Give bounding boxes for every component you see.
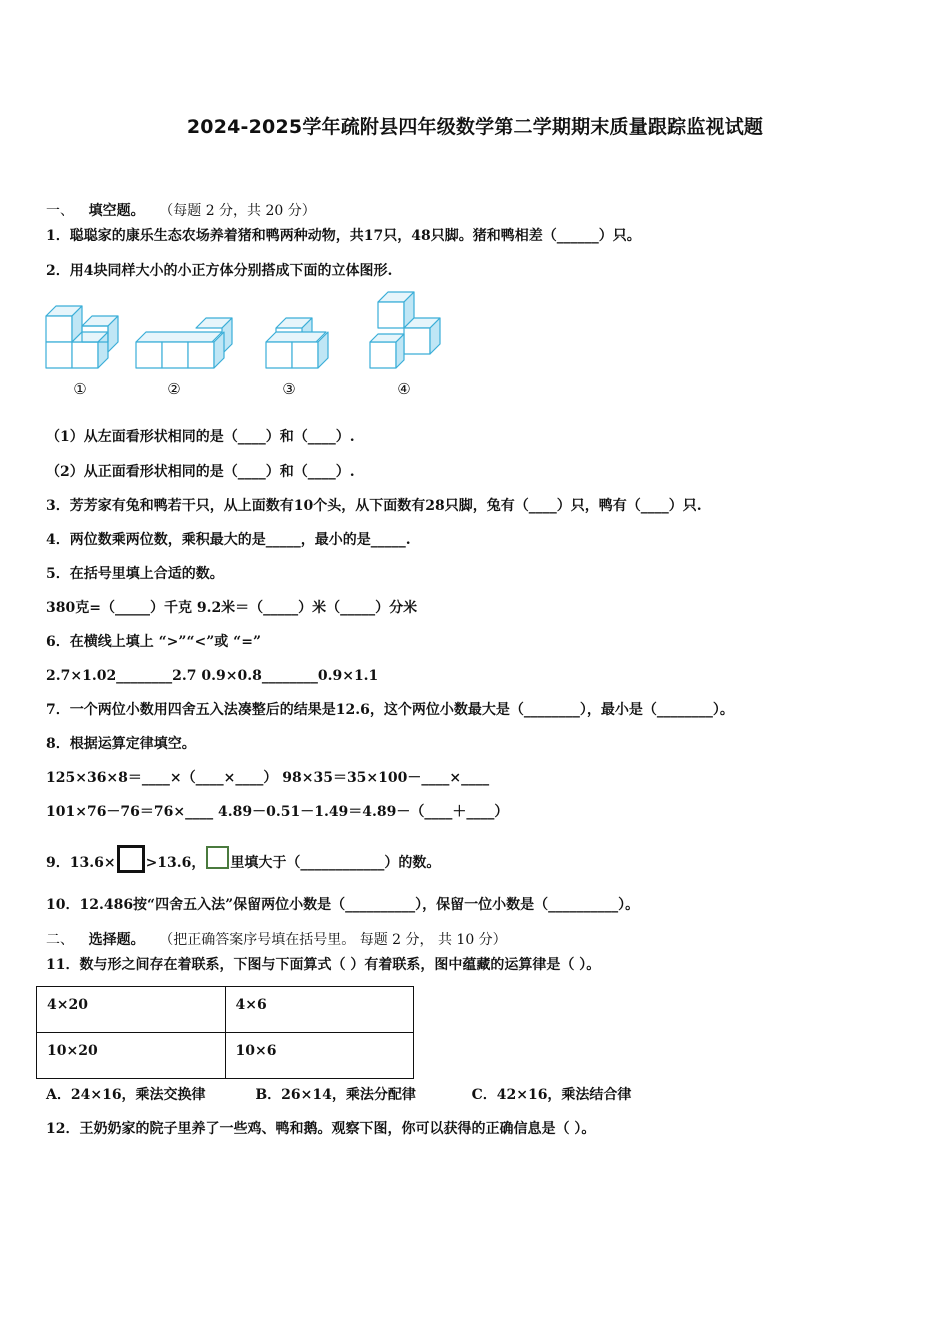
question-5-items: 380克=（_____）千克 9.2米＝（_____）米（_____）分米 [46, 600, 418, 616]
question-6: 6．在横线上填上 “>”“<”或 “=” [46, 634, 261, 650]
option-b: B．26×14，乘法分配律 [255, 1087, 416, 1103]
answer-box-large [117, 845, 145, 873]
section-2-heading [46, 930, 507, 950]
question-9-part-b: >13.6， [145, 855, 206, 871]
table-row [37, 1033, 414, 1079]
question-5: 5．在括号里填上合适的数。 [46, 566, 224, 582]
section-2-num: 二、 [46, 932, 74, 948]
figure-1-cubes [46, 306, 118, 368]
table-cell: 4×20 [37, 987, 226, 1033]
question-8-line-2: 101×76－76＝76×____ 4.89－0.51－1.49＝4.89－（____＋____） [46, 804, 509, 820]
figure-2-label: ② [167, 380, 181, 398]
question-3: 3．芳芳家有兔和鸭若干只，从上面数有10个头，从下面数有28只脚，兔有（____）只，鸭有（____）只. [46, 498, 702, 514]
question-12: 12．王奶奶家的院子里养了一些鸡、鸭和鹅。观察下图，你可以获得的正确信息是（ ）。 [46, 1121, 596, 1137]
question-4: 4．两位数乘两位数，乘积最大的是_____，最小的是_____. [46, 532, 411, 548]
question-11: 11．数与形之间存在着联系，下图与下面算式（ ）有着联系，图中蕴藏的运算律是（ ）。 [46, 957, 601, 973]
table-row [37, 987, 414, 1033]
section-1-num: 一、 [46, 203, 74, 219]
figure-3-label: ③ [282, 380, 296, 398]
question-10: 10．12.486按“四舍五入法”保留两位小数是（__________），保留一位小数是（__________）。 [46, 897, 640, 913]
section-1-heading [46, 201, 316, 221]
page-title: 2024-2025学年疏附县四年级数学第二学期期末质量跟踪监视试题 [186, 116, 764, 138]
question-7: 7．一个两位小数用四舍五入法凑整后的结果是12.6，这个两位小数最大是（________），最小是（________）。 [46, 702, 734, 718]
figure-4-cubes [370, 292, 440, 368]
figure-3-cubes [266, 318, 328, 368]
figure-2-cubes [136, 318, 232, 368]
table-cell: 4×6 [225, 987, 413, 1033]
figure-1-label: ① [73, 380, 87, 398]
question-9-part-c: 里填大于（____________）的数。 [230, 855, 441, 871]
question-2: 2．用4块同样大小的小正方体分别搭成下面的立体图形. [46, 263, 393, 279]
question-8: 8．根据运算定律填空。 [46, 736, 196, 752]
option-c: C．42×16，乘法结合律 [471, 1087, 632, 1103]
section-1-title: 填空题。 [88, 203, 145, 219]
question-1: 1．聪聪家的康乐生态农场养着猪和鸭两种动物，共17只，48只脚。猪和鸭相差（______）只。 [46, 228, 641, 244]
question-9-part-a: 9．13.6× [46, 855, 116, 871]
question-2-part-1: （1）从左面看形状相同的是（____）和（____）. [46, 429, 355, 445]
table-cell: 10×20 [37, 1033, 226, 1079]
question-11-table [36, 986, 414, 1079]
question-2-part-2: （2）从正面看形状相同的是（____）和（____）. [46, 464, 355, 480]
question-9 [46, 845, 440, 873]
question-11-options [46, 1085, 631, 1105]
question-8-line-1: 125×36×8＝____×（____×____） 98×35＝35×100－____×____ [46, 770, 490, 786]
table-cell: 10×6 [225, 1033, 413, 1079]
section-1-note: （每题 2 分，共 20 分） [159, 203, 316, 219]
question-6-items: 2.7×1.02________2.7 0.9×0.8________0.9×1.1 [46, 668, 379, 684]
cube-figures [36, 288, 456, 378]
figure-4-label: ④ [397, 380, 411, 398]
answer-box-small [206, 846, 229, 869]
option-a: A．24×16，乘法交换律 [46, 1087, 206, 1103]
section-2-note: （把正确答案序号填在括号里。 每题 2 分， 共 10 分） [159, 932, 507, 948]
section-2-title: 选择题。 [88, 932, 145, 948]
